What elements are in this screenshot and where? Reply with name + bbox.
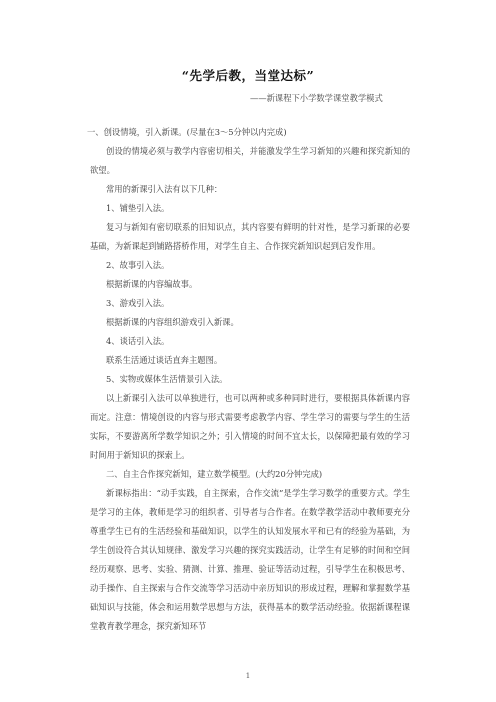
body-paragraph: 根据新课的内容编故事。: [106, 279, 198, 289]
body-paragraph: 以上新课引入法可以单独进行，也可以两种或多种同时进行，要根据具体新课内容而定。注意：情境创设的内容与形式需要考虑教学内容、学生学习的需要与学生的生活实际，不要游离所学数学知识之外；引入情境的时间不宜太长，以保障把最有效的学习时间用于新知识的探索上。: [90, 393, 410, 460]
body-paragraph: 复习与新知有密切联系的旧知识点，其内容要有鲜明的针对性，是学习新课的必要基础，为新课起到铺路搭桥作用，对学生自主、合作探究新知识起到启发作用。: [90, 222, 410, 251]
body-paragraph: 创设的情境必须与教学内容密切相关，并能激发学生学习新知的兴趣和探究新知的欲望。: [90, 146, 410, 175]
list-item: 3、游戏引入法。: [106, 298, 170, 308]
section-heading-1: 一、创设情境，引入新课。(尽量在3～5分钟以内完成): [87, 127, 287, 137]
list-item: 5、实物或媒体生活情景引入法。: [106, 374, 228, 384]
body-paragraph: 联系生活通过谈话直奔主题图。: [106, 355, 223, 365]
body-paragraph: 常用的新课引入法有以下几种：: [106, 184, 223, 194]
section-heading-2: 二、自主合作探究新知，建立数学模型。(大约20分钟完成): [106, 469, 323, 479]
list-item: 1、铺垫引入法。: [106, 203, 170, 213]
page-number: 1: [245, 672, 251, 680]
body-paragraph: 新课标指出：“动手实践，自主探索，合作交流”是学生学习数学的重要方式。学生是学习的主体，教师是学习的组织者、引导者与合作者。在数学教学活动中教师要充分尊重学生已有的生活经验和基础知识，以学生的认知发展水平和已有的经验为基础，为学生创设符合其认知规律、激发学习兴趣的探究实践活动，让学生有足够的时间和空间经历观察、思考、实验、猜测、计算、推理、验证等活动过程，引导学生在积极思考、动手操作、自主探索与合作交流等学习活动中亲历知识的形成过程，理解和掌握数学基础知识与技能，体会和运用数学思想与方法，获得基本的数学活动经验。依据新课程课堂教育教学理念，探究新知环节: [90, 488, 410, 631]
document-subtitle: ——新课程下小学数学课堂教学模式: [250, 93, 383, 103]
document-body: [87, 123, 410, 636]
document-title: “先学后教，当堂达标”: [181, 68, 315, 83]
body-paragraph: 根据新课的内容组织游戏引入新课。: [106, 317, 239, 327]
list-item: 2、故事引入法。: [106, 260, 170, 270]
list-item: 4、谈话引入法。: [106, 336, 170, 346]
